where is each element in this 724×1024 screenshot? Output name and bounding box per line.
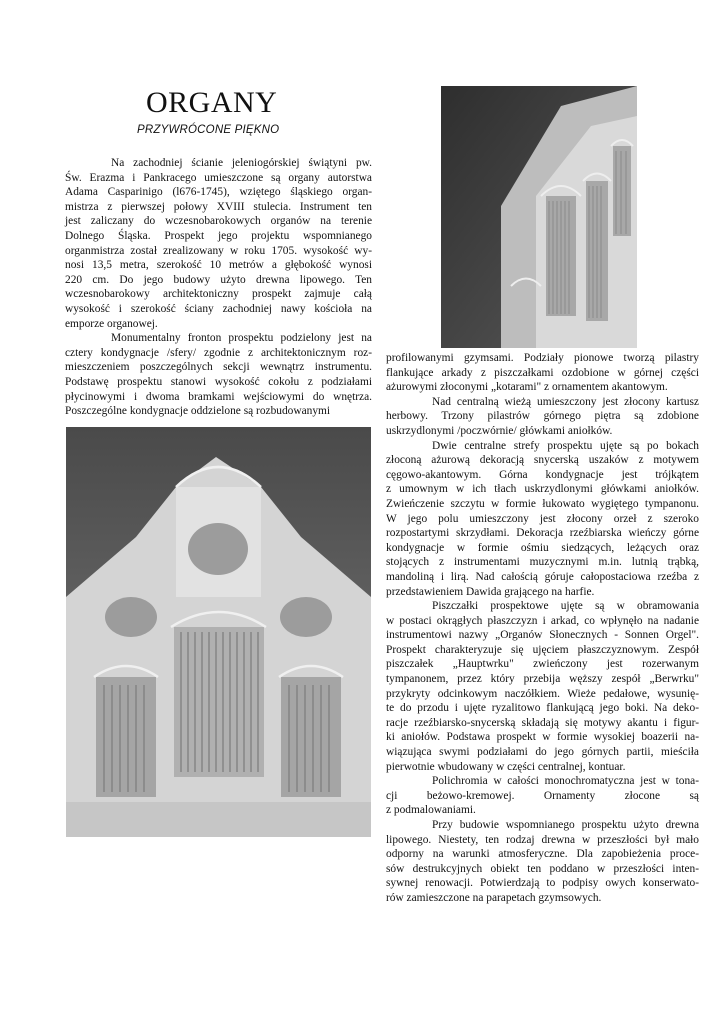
text-line: cęgowo-akantowym. Górna kondygnacje jest trójkątem [386, 468, 699, 481]
text-line: Polichromia w całości monochromatyczna jest w tona- [432, 775, 699, 788]
text-line: płycinowymi i dwoma bramkami wejściowymi do wnętrza. [65, 390, 372, 403]
text-line: herbowy. Trzony pilastrów górnego piętra są zdobione [386, 410, 699, 423]
text-line: cztery kondygnacje /sfery/ zgodnie z architektonicznym roz- [65, 346, 372, 359]
left-text-column [65, 156, 372, 419]
text-line: instrumentowi nazwy „Organów Słonecznych - Sonnen Orgel". [386, 629, 699, 642]
text-line: Św. Erazma i Pankracego umieszczone są organy autorstwa [65, 171, 372, 184]
text-line: mandoliną i lirą. Nad całością góruje całopostaciowa rzeźba z [386, 570, 699, 583]
organ-front-image [66, 427, 371, 837]
text-line: Na zachodniej ścianie jeleniogórskiej świątyni pw. [111, 157, 372, 169]
text-line: jest zaliczany do wczesnobarokowych organów na terenie [65, 215, 372, 228]
text-line: Dolnego Śląska. Prospekt jego projektu wspomnianego [65, 229, 372, 242]
text-line: Prospekt charakteryzuje się ujęciem płaszczyznowym. Zespół [386, 643, 699, 656]
text-line: tympanonem, przez który przebija węższy zespół „Berwrku" [386, 673, 699, 686]
text-line: kondygnacje w formie ośmiu siedzących, leżących oraz [386, 541, 699, 554]
text-line: racje rzeźbiarsko-snycerską składają się motywy akantu i figur- [386, 716, 699, 729]
text-line: lipowego. Niestety, ten rodzaj drewna w przeszłości był mało [386, 833, 699, 846]
text-line: sów destrukcyjnych obiekt ten poddano w przeszłości inten- [386, 862, 699, 875]
text-line: rów zamieszczone na parapetach gzymsowych. [386, 891, 602, 904]
text-line: mistrza z pierwszej połowy XVIII stulecia. Instrument ten [65, 200, 372, 213]
text-line: cji beżowo-kremowej. Ornamenty złocone są [386, 789, 699, 802]
text-line: ażurowymi złoconymi „kotarami" z ornamentem akantowym. [386, 381, 668, 394]
text-line: flankujące arkady z piszczałkami ozdobione w górnej części [386, 366, 699, 379]
text-line: nosi 13,5 metra, szerokość 10 metrów a głębokość wynosi [65, 259, 372, 272]
text-line: Nad centralną wieżą umieszczony jest złocony kartusz [432, 395, 699, 408]
text-line: te do przodu i ujęte ryzalitowo flankującą jego boki. Na deko- [386, 702, 699, 715]
paragraph [386, 599, 699, 774]
text-line: przedstawieniem Dawida grającego na harfie. [386, 585, 595, 598]
text-line: profilowanymi gzymsami. Podziały pionowe tworzą pilastry [386, 352, 699, 364]
text-line: Dwie centralne strefy prospektu ujęte są po bokach [432, 439, 699, 452]
text-line: Podstawę prospektu stanowi wysokość cokołu z podziałami [65, 375, 372, 388]
text-line: ki aniołów. Podstawa prospekt w formie wysokiej boazerii na- [386, 731, 699, 744]
text-line: organmistrza został zrealizowany w roku 1705. wysokość wy- [65, 244, 372, 257]
page-title: ORGANY [146, 86, 278, 119]
text-line: Monumentalny fronton prospektu podzielony jest na [111, 332, 372, 345]
paragraph [386, 351, 699, 395]
text-line: Adama Casparinigo (l676-1745), wziętego śląskiego organ- [65, 186, 372, 199]
text-line: wczesnobarokowy architektoniczny prospekt zajmuje całą [65, 288, 372, 301]
text-line: pierwotnie wbudowany w części centralnej, kontuar. [386, 760, 626, 773]
text-line: przykryty odcinkowym naczółkiem. Wieże pedałowe, wysunię- [386, 687, 699, 700]
text-line: Zwieńczenie szczytu w formie łukowato wygiętego tympanonu. [386, 497, 699, 510]
text-line: sywnej renowacji. Potwierdzają to podpisy owych konserwato- [386, 877, 699, 890]
text-line: wiązująca swymi podziałami do jego górnych partii, mieściła [386, 746, 699, 759]
text-line: uskrzydlonymi /poczwórnie/ główkami aniołków. [386, 424, 613, 437]
paragraph [386, 818, 699, 906]
text-line: rozpostartymi skrzydłami. Dekoracja rzeźbiarska wieńczy górne [386, 527, 699, 540]
text-line: Piszczałki prospektowe ujęte są w obramowania [432, 600, 699, 613]
text-line: złoconą ażurową dekoracją snycerską uszaków z motywem [386, 454, 699, 467]
organ-front-photo [66, 427, 371, 837]
text-line: 220 cm. Do jego budowy użyto drewna lipowego. Ten [65, 273, 372, 286]
text-line: z umownym w ich tłach uskrzydlonymi główkami aniołków. [386, 483, 699, 496]
right-text-column [386, 351, 699, 906]
text-line: stojących z instrumentami muzycznymi m.in. lutnią trąbką, [386, 556, 699, 569]
text-line: piszczałek „Hauptwrku" zwieńczony jest rozerwanym [386, 658, 699, 671]
paragraph [65, 331, 372, 419]
paragraph [386, 439, 699, 600]
text-line: w postaci okrągłych płaszczyzn i arkad, co wpłynęło na nadanie [386, 614, 699, 627]
text-line: wysokość i szerokość ściany zachodniej nawy kościoła na [65, 302, 372, 315]
paragraph [386, 395, 699, 439]
text-line: emporze organowej. [65, 317, 158, 330]
text-line: Poszczególne kondygnacje oddzielone są rozbudowanymi [65, 405, 331, 418]
paragraph [65, 156, 372, 331]
organ-upper-image [441, 86, 637, 348]
organ-upper-photo [441, 86, 637, 348]
paragraph [386, 774, 699, 818]
text-line: Przy budowie wspomnianego prospektu użyto drewna [432, 819, 699, 831]
text-line: z podmalowaniami. [386, 804, 476, 817]
page-subtitle: PRZYWRÓCONE PIĘKNO [137, 124, 280, 136]
text-line: mieszczeniem poszczególnych sekcji wewnątrz instrumentu. [65, 361, 372, 374]
text-line: W jego polu umieszczony jest złocony orzeł z szeroko [386, 512, 699, 525]
text-line: odporny na warunki atmosferyczne. Dla zapobieżenia proce- [386, 848, 699, 861]
